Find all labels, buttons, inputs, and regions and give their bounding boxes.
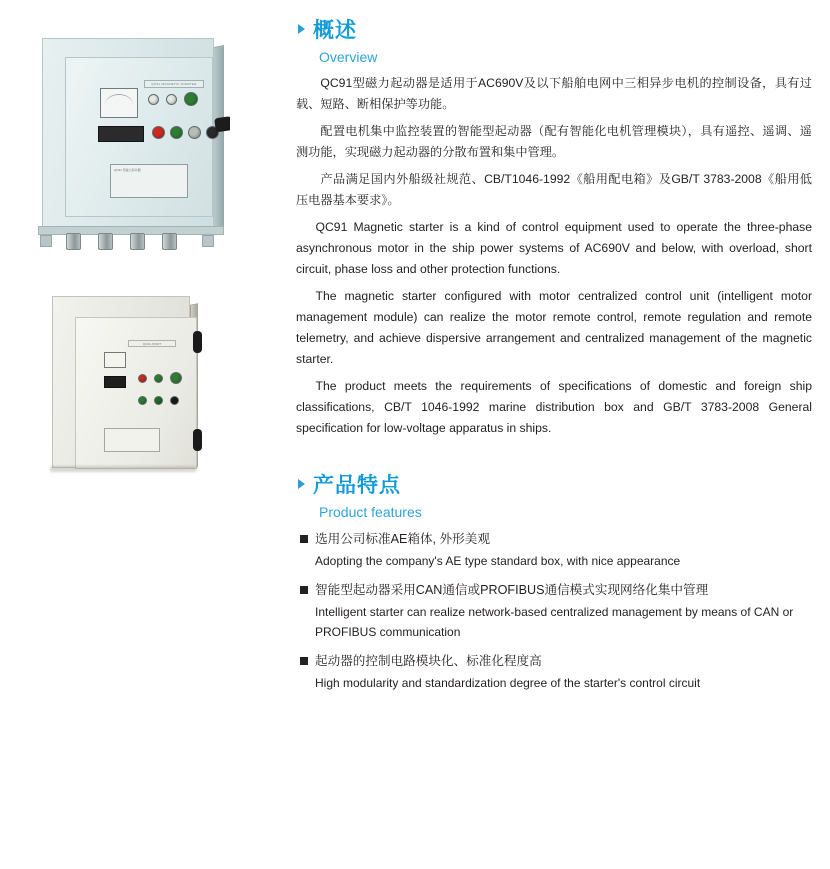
product-photo-cabinet <box>30 32 230 250</box>
overview-paragraph-en-1: QC91 Magnetic starter is a kind of control equipment used to operate the three-phase asynchronous motor in the ship power systems of AC690V and below, with overload, short circuit, phase loss and other protection functions. <box>296 220 812 276</box>
cable-gland <box>130 233 145 250</box>
display-module <box>104 376 126 388</box>
run-lamp-green <box>138 396 147 405</box>
overview-title-en: Overview <box>319 49 378 65</box>
feature-2-cn-row <box>300 581 812 600</box>
door-handle <box>214 116 230 133</box>
feature-2-en: Intelligent starter can realize network-based centralized management by means of CAN or PROFIBUS communication <box>315 605 794 639</box>
overview-paragraph-en-3: The product meets the requirements of specifications of domestic and foreign ship classifications, CB/T 1046-1992 marine distribution box and GB/T 3783-2008 General specification for low-voltage apparatus in ships. <box>296 379 812 435</box>
indicator-lamp-green <box>170 372 182 384</box>
stop-button-red <box>138 374 147 383</box>
feature-item-3 <box>300 652 812 693</box>
overview-section <box>292 14 812 439</box>
indicator-lamp-green-top <box>184 92 198 106</box>
wall-box-body <box>52 296 190 468</box>
feature-3-cn-row <box>300 652 812 671</box>
overview-paragraph-cn-3: 产品满足国内外船级社规范、CB/T1046-1992《船用配电箱》及GB/T 3783-2008《船用低压电器基本要求》。 <box>296 172 812 207</box>
overview-paragraph-en-2: The magnetic starter configured with motor centralized control unit (intelligent motor management module) can realize the motor remote control, remote regulation and remote telemetry, and achieve dispersive arrangement and centralized management of the magnetic starter. <box>296 289 812 366</box>
content-column <box>292 0 812 869</box>
features-title-cn: 产品特点 <box>313 474 401 497</box>
feature-1-cn-row <box>300 530 812 549</box>
product-features-section <box>292 469 812 693</box>
door-latch-bottom <box>193 429 202 451</box>
square-bullet-icon <box>300 535 308 543</box>
mounting-foot <box>202 235 214 247</box>
feature-item-2 <box>300 581 812 642</box>
cable-gland <box>66 233 81 250</box>
cabinet-nameplate: QC91 型磁力起动器 <box>110 164 188 198</box>
aux-lamp-green <box>154 396 163 405</box>
wall-box-panel-label: QC91-START <box>128 340 176 347</box>
feature-1-en: Adopting the company's AE type standard box, with nice appearance <box>315 554 681 568</box>
features-heading <box>298 469 812 499</box>
feature-2-cn: 智能型起动器采用CAN通信或PROFIBUS通信模式实现网络化集中管理 <box>315 583 709 597</box>
digital-display-module <box>98 126 144 142</box>
overview-paragraph-cn-1: QC91型磁力起动器是适用于AC690V及以下船舶电网中三相异步电机的控制设备，具有过载、短路、断相保护等功能。 <box>296 76 812 111</box>
feature-item-1 <box>300 530 812 571</box>
start-button-green <box>154 374 163 383</box>
feature-1-cn: 选用公司标准AE箱体, 外形美观 <box>315 532 490 546</box>
selector-switch-2 <box>166 94 177 105</box>
square-bullet-icon <box>300 586 308 594</box>
cable-gland <box>162 233 177 250</box>
square-bullet-icon <box>300 657 308 665</box>
overview-heading <box>298 14 812 44</box>
meter-window <box>104 352 126 368</box>
reset-button-grey <box>188 126 201 139</box>
feature-3-cn: 起动器的控制电路模块化、标准化程度高 <box>315 654 542 668</box>
start-button-green <box>170 126 183 139</box>
stop-button-red <box>152 126 165 139</box>
overview-title-cn: 概述 <box>313 19 357 42</box>
cabinet-panel-label: QC91 MAGNETIC STARTER <box>144 80 204 88</box>
overview-paragraph-cn-2: 配置电机集中监控装置的智能型起动器（配有智能化电机管理模块），具有遥控、遥调、遥测功能，实现磁力起动器的分散布置和集中管理。 <box>296 124 812 159</box>
ammeter-gauge <box>100 88 138 118</box>
cable-gland <box>98 233 113 250</box>
triangle-bullet-icon <box>298 24 305 34</box>
mounting-foot <box>40 235 52 247</box>
feature-3-en: High modularity and standardization degree of the starter's control circuit <box>315 676 701 690</box>
reset-button-black <box>170 396 179 405</box>
wall-box-door <box>75 317 197 469</box>
door-latch-top <box>193 331 202 353</box>
product-images-column <box>0 0 288 869</box>
triangle-bullet-icon <box>298 479 305 489</box>
wall-box-nameplate <box>104 428 160 452</box>
product-photo-wall-box <box>38 286 208 491</box>
overview-paragraphs <box>292 73 812 439</box>
selector-switch-1 <box>148 94 159 105</box>
photo-shadow <box>50 466 196 472</box>
cabinet-door <box>65 57 213 217</box>
features-title-en: Product features <box>319 504 422 520</box>
cabinet-body <box>42 38 214 228</box>
